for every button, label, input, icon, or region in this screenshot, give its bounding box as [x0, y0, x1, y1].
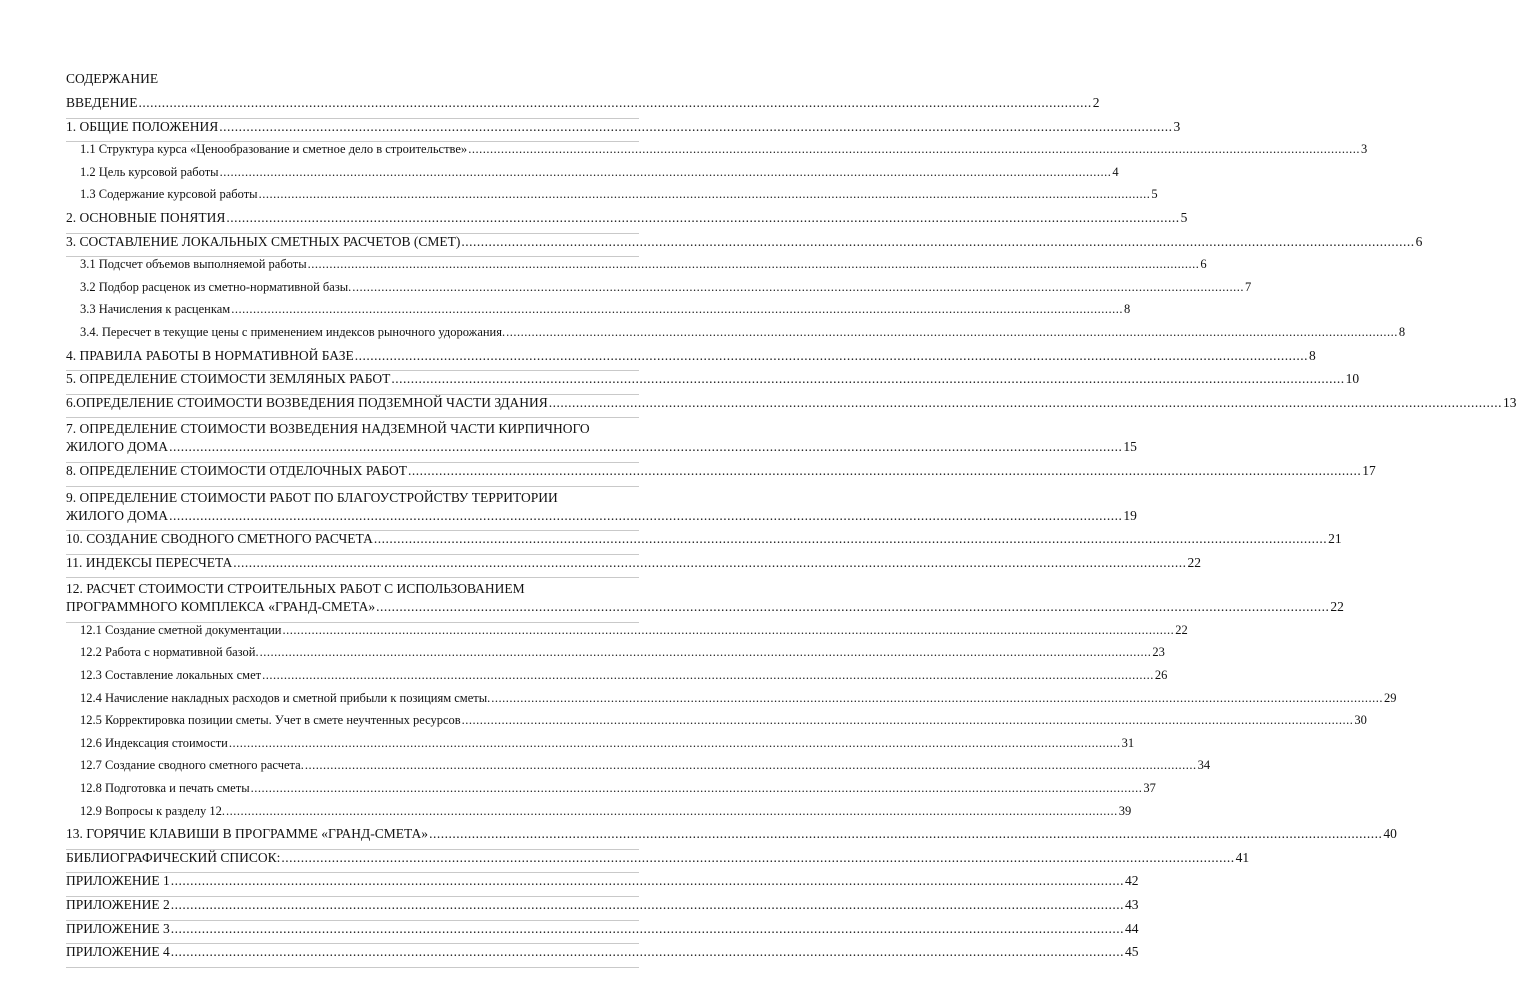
dot-leader: [491, 691, 1383, 706]
toc-entry[interactable]: [66, 324, 1406, 348]
toc-entry[interactable]: [66, 920, 1139, 945]
toc-entry[interactable]: [66, 803, 1132, 827]
toc-entry[interactable]: [66, 645, 1165, 668]
toc-entry-title: 3.4. Пересчет в текущие цены с применением индексов рыночного удорожания.: [80, 324, 506, 339]
toc-entry[interactable]: [66, 690, 1397, 714]
dot-leader: [138, 95, 1091, 111]
dot-leader: [462, 713, 1354, 728]
dot-leader: [220, 165, 1112, 180]
toc-page-number: 42: [1125, 873, 1139, 889]
toc-title: СОДЕРЖАНИЕ: [66, 71, 159, 86]
toc-entry-title: 12.8 Подготовка и печать сметы: [80, 781, 250, 796]
dot-leader: [461, 234, 1414, 250]
toc-entry[interactable]: [66, 554, 1202, 579]
toc-entry[interactable]: [66, 462, 1376, 487]
toc-entry-title: 12.7 Создание сводного сметного расчета.: [80, 758, 304, 773]
toc-page-number: 21: [1328, 531, 1342, 547]
toc-page-number: 6: [1200, 257, 1207, 272]
toc-entry-title: 5. ОПРЕДЕЛЕНИЕ СТОИМОСТИ ЗЕМЛЯНЫХ РАБОТ: [66, 371, 391, 387]
toc-entry-title: 12.3 Составление локальных смет: [80, 668, 262, 683]
dot-leader: [226, 804, 1118, 819]
toc-page-number: 7: [1245, 279, 1252, 294]
dot-leader: [260, 645, 1152, 660]
toc-page-number: 19: [1123, 507, 1137, 523]
toc-entry-title: 12.6 Индексация стоимости: [80, 735, 228, 750]
toc-page-number: 30: [1354, 713, 1367, 728]
toc-page-number: 26: [1154, 668, 1168, 683]
toc-page-number: 8: [1398, 324, 1406, 339]
toc-entry[interactable]: [66, 187, 1158, 210]
toc-entry[interactable]: [66, 735, 1135, 759]
toc-entry-title: 3.3 Начисления к расценкам: [80, 302, 231, 317]
toc-entry[interactable]: [66, 394, 1517, 419]
toc-entry[interactable]: [66, 487, 1137, 532]
toc-entry-title: 12.1 Создание сметной документации: [80, 622, 282, 637]
toc-entry[interactable]: [66, 257, 1207, 280]
dot-leader: [171, 944, 1124, 960]
toc-page-number: 2: [1092, 95, 1100, 110]
toc-entry-title: 8. ОПРЕДЕЛЕНИЕ СТОИМОСТИ ОТДЕЛОЧНЫХ РАБОТ: [66, 462, 408, 478]
dot-leader: [219, 119, 1172, 135]
toc-entry-title: 12.5 Корректировка позиции сметы. Учет в смете неучтенных ресурсов: [80, 713, 461, 728]
dot-leader: [549, 395, 1502, 411]
toc-page-number: 45: [1125, 944, 1139, 960]
dot-leader: [229, 736, 1121, 751]
toc-entry-title: 3.1 Подсчет объемов выполняемой работы: [80, 257, 307, 272]
dot-leader: [251, 781, 1143, 796]
toc-entry-title: ПРИЛОЖЕНИЕ 1: [66, 873, 170, 889]
toc-entry[interactable]: [66, 826, 1397, 850]
toc-entry[interactable]: [66, 233, 1423, 258]
dot-leader: [408, 463, 1361, 479]
toc-entry-title-line: 9. ОПРЕДЕЛЕНИЕ СТОИМОСТИ РАБОТ ПО БЛАГОУСТРОЙСТВУ ТЕРРИТОРИИ: [66, 489, 558, 505]
dot-leader: [169, 439, 1122, 455]
toc-page-number: 37: [1143, 781, 1156, 796]
toc-entry[interactable]: [66, 371, 1360, 395]
toc-page-number: 31: [1121, 735, 1135, 750]
toc-page-number: 6: [1415, 233, 1423, 249]
toc-page-number: 22: [1330, 599, 1344, 615]
dot-leader: [226, 210, 1179, 226]
toc-entry[interactable]: [66, 873, 1139, 897]
toc-entry-title: 11. ИНДЕКСЫ ПЕРЕСЧЕТА: [66, 554, 233, 570]
toc-entry-title: 13. ГОРЯЧИЕ КЛАВИШИ В ПРОГРАММЕ «ГРАНД-СМЕТА»: [66, 826, 429, 842]
toc-page-number: 43: [1125, 897, 1139, 912]
dot-leader: [429, 826, 1382, 842]
toc-entry-title: 3. СОСТАВЛЕНИЕ ЛОКАЛЬНЫХ СМЕТНЫХ РАСЧЕТОВ (СМЕТ): [66, 233, 461, 249]
toc-page-number: 8: [1308, 347, 1316, 363]
dot-leader: [259, 187, 1151, 202]
toc-entry-title: 4. ПРАВИЛА РАБОТЫ В НОРМАТИВНОЙ БАЗЕ: [66, 347, 354, 363]
toc-entry-title: 12.9 Вопросы к разделу 12.: [80, 803, 226, 818]
toc-entry-title: 1.3 Содержание курсовой работы: [80, 187, 258, 202]
dot-leader: [305, 758, 1197, 773]
toc-page-number: 5: [1151, 187, 1158, 202]
toc-page-number: 3: [1360, 142, 1368, 157]
toc-page-number: 22: [1175, 622, 1188, 637]
toc-entry[interactable]: [66, 897, 1139, 921]
toc-entry-title: 10. СОЗДАНИЕ СВОДНОГО СМЕТНОГО РАСЧЕТА: [66, 531, 373, 547]
toc-page-number: 13: [1503, 394, 1517, 410]
toc-page-number: 29: [1384, 690, 1397, 705]
toc-entry[interactable]: [66, 302, 1131, 325]
toc-entry-title: 1. ОБЩИЕ ПОЛОЖЕНИЯ: [66, 118, 219, 134]
dot-leader: [171, 921, 1124, 937]
toc-entry-title: 12.2 Работа с нормативной базой.: [80, 645, 259, 660]
toc-entry[interactable]: [66, 142, 1368, 165]
toc-page-number: 39: [1118, 803, 1132, 818]
toc-entry-title: 1.2 Цель курсовой работы: [80, 164, 219, 179]
toc-page-number: 3: [1173, 118, 1181, 134]
toc-page-number: 41: [1235, 849, 1250, 865]
toc-entry[interactable]: [66, 668, 1168, 691]
dot-leader: [233, 555, 1186, 571]
toc-entry[interactable]: [66, 578, 1344, 623]
dot-leader: [281, 850, 1234, 866]
toc-entry[interactable]: [66, 713, 1367, 736]
dot-leader: [282, 623, 1174, 638]
table-of-contents: [66, 95, 1517, 968]
toc-page-number: 4: [1112, 164, 1119, 179]
toc-entry[interactable]: [66, 781, 1156, 804]
toc-entry[interactable]: [66, 622, 1188, 646]
toc-entry[interactable]: [66, 531, 1342, 555]
toc-entry-title-line: 7. ОПРЕДЕЛЕНИЕ СТОИМОСТИ ВОЗВЕДЕНИЯ НАДЗЕМНОЙ ЧАСТИ КИРПИЧНОГО: [66, 421, 590, 437]
toc-entry-title: 1.1 Структура курса «Ценообразование и сметное дело в строительстве»: [80, 142, 468, 157]
dot-leader: [374, 531, 1327, 547]
toc-entry[interactable]: [66, 418, 1137, 463]
toc-entry-title: 12.4 Начисление накладных расходов и сметной прибыли к позициям сметы.: [80, 690, 491, 705]
toc-page-number: 23: [1152, 645, 1165, 660]
toc-page-number: 17: [1362, 462, 1376, 478]
dot-leader: [391, 371, 1344, 387]
toc-entry[interactable]: [66, 849, 1250, 874]
toc-page-number: 34: [1197, 758, 1211, 773]
toc-page-number: 8: [1123, 302, 1131, 317]
dot-leader: [506, 325, 1398, 340]
toc-entry-title: ПРИЛОЖЕНИЕ 2: [66, 897, 170, 912]
dot-leader: [262, 668, 1154, 683]
toc-entry-title: 3.2 Подбор расценок из сметно-нормативной базы.: [80, 279, 352, 294]
toc-entry[interactable]: [66, 95, 1100, 119]
toc-entry[interactable]: [66, 758, 1211, 781]
toc-entry-title: ВВЕДЕНИЕ: [66, 95, 138, 110]
toc-page-number: 40: [1383, 826, 1397, 842]
toc-page-number: 22: [1187, 554, 1202, 570]
toc-entry-title: 2. ОСНОВНЫЕ ПОНЯТИЯ: [66, 209, 226, 225]
dot-leader: [231, 302, 1123, 317]
toc-entry-title-line: 12. РАСЧЕТ СТОИМОСТИ СТРОИТЕЛЬНЫХ РАБОТ С ИСПОЛЬЗОВАНИЕМ: [66, 581, 525, 597]
toc-page-number: 5: [1180, 209, 1188, 225]
toc-entry-title: ЖИЛОГО ДОМА: [66, 439, 169, 455]
toc-entry[interactable]: [66, 209, 1188, 234]
dot-leader: [308, 257, 1200, 272]
toc-entry-title: ПРИЛОЖЕНИЕ 3: [66, 920, 170, 936]
dot-leader: [171, 873, 1124, 889]
toc-entry[interactable]: [66, 118, 1181, 143]
toc-entry[interactable]: [66, 944, 1139, 968]
dot-leader: [352, 280, 1244, 295]
toc-entry[interactable]: [66, 347, 1316, 372]
toc-entry-title: ПРИЛОЖЕНИЕ 4: [66, 944, 170, 960]
toc-entry-title: ПРОГРАММНОГО КОМПЛЕКСА «ГРАНД-СМЕТА»: [66, 599, 376, 615]
dot-leader: [171, 897, 1124, 913]
toc-page-number: 15: [1123, 439, 1137, 455]
toc-entry-title: ЖИЛОГО ДОМА: [66, 507, 169, 523]
toc-page-number: 44: [1125, 920, 1139, 936]
dot-leader: [355, 348, 1308, 364]
dot-leader: [169, 508, 1122, 524]
toc-entry[interactable]: [66, 279, 1252, 303]
toc-entry-title: 6.ОПРЕДЕЛЕНИЕ СТОИМОСТИ ВОЗВЕДЕНИЯ ПОДЗЕМНОЙ ЧАСТИ ЗДАНИЯ: [66, 394, 548, 410]
dot-leader: [376, 599, 1329, 615]
toc-entry[interactable]: [66, 164, 1119, 188]
toc-page-number: 10: [1345, 371, 1360, 387]
dot-leader: [468, 142, 1360, 157]
toc-entry-title: БИБЛИОГРАФИЧЕСКИЙ СПИСОК:: [66, 849, 281, 865]
